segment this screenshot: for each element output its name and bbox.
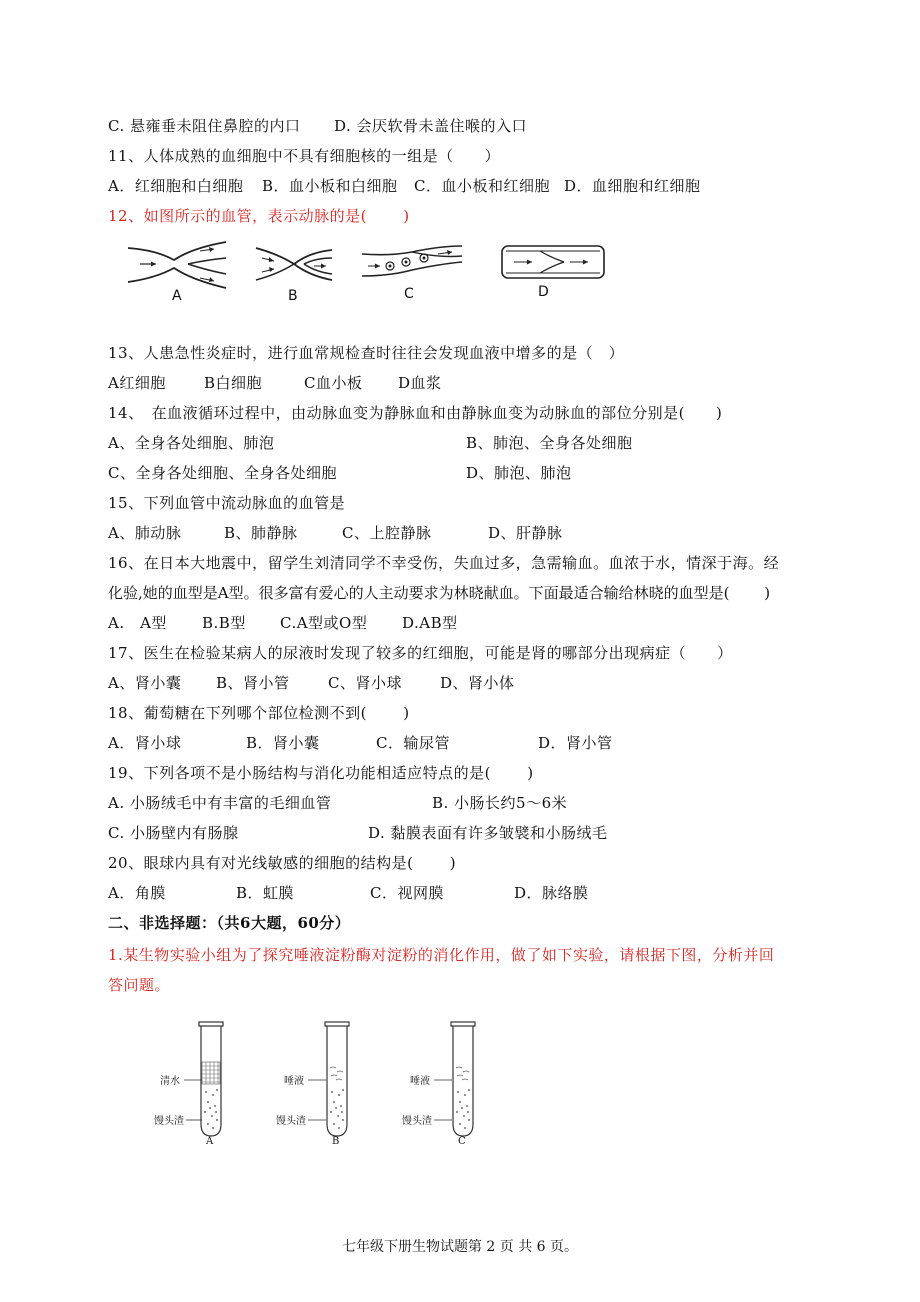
q16-option-d: D.AB型 bbox=[402, 614, 458, 632]
q13-option-c: C血小板 bbox=[304, 374, 363, 392]
q16-stem-line1: 16、在日本大地震中，留学生刘清同学不幸受伤，失血过多，急需输血。血浓于水，情深于海。经 bbox=[108, 554, 780, 572]
q18-option-d: D．肾小管 bbox=[538, 734, 613, 752]
tube-b-bread-leader bbox=[308, 1119, 326, 1121]
tube-a-label-bread: 馒头渣 bbox=[154, 1116, 184, 1127]
tube-c-letter: C bbox=[458, 1136, 466, 1147]
section2-q1-line2: 答问题。 bbox=[108, 976, 171, 994]
q16-option-a: A. A型 bbox=[108, 614, 167, 632]
q18-option-b: B．肾小囊 bbox=[246, 734, 320, 752]
q20-option-c: C．视网膜 bbox=[370, 884, 444, 902]
q11-option-a: A．红细胞和白细胞 bbox=[108, 177, 244, 195]
q19-option-b: B. 小肠长约5～6米 bbox=[432, 794, 568, 812]
q14-option-c: C、全身各处细胞、全身各处细胞 bbox=[108, 464, 337, 482]
tube-b-label-saliva: 唾液 bbox=[284, 1076, 304, 1087]
q16-stem-line2: 化验,她的血型是A型。很多富有爱心的人主动要求为林晓献血。下面最适合输给林晓的血型是( ) bbox=[108, 584, 771, 602]
q17-stem: 17、医生在检验某病人的尿液时发现了较多的红细胞，可能是肾的哪部分出现病症（ ） bbox=[108, 644, 733, 662]
vessel-label-a: A bbox=[172, 288, 182, 304]
q18-option-c: C．输尿管 bbox=[376, 734, 450, 752]
test-tube-c bbox=[448, 1020, 478, 1138]
vessel-figure-a bbox=[126, 238, 230, 290]
tube-c-label-bread: 馒头渣 bbox=[402, 1116, 432, 1127]
tube-a-water-leader bbox=[184, 1079, 202, 1081]
q11-option-c: C．血小板和红细胞 bbox=[414, 177, 550, 195]
page-footer: 七年级下册生物试题第 2 页 共 6 页。 bbox=[341, 1239, 579, 1255]
q15-stem: 15、下列血管中流动脉血的血管是 bbox=[108, 494, 346, 512]
q14-option-a: A、全身各处细胞、肺泡 bbox=[108, 434, 275, 452]
q20-stem: 20、眼球内具有对光线敏感的细胞的结构是( ) bbox=[108, 854, 457, 872]
q17-option-b: B、肾小管 bbox=[216, 674, 290, 692]
q19-option-a: A. 小肠绒毛中有丰富的毛细血管 bbox=[108, 794, 332, 812]
q20-option-b: B．虹膜 bbox=[236, 884, 295, 902]
q14-option-d: D、肺泡、肺泡 bbox=[466, 464, 572, 482]
q15-option-c: C、上腔静脉 bbox=[342, 524, 432, 542]
tube-a-bread-leader bbox=[186, 1119, 202, 1121]
q20-option-d: D．脉络膜 bbox=[514, 884, 589, 902]
q17-option-a: A、肾小囊 bbox=[108, 674, 182, 692]
vessel-figure-c bbox=[360, 242, 464, 282]
q15-option-b: B、肺静脉 bbox=[224, 524, 298, 542]
q15-option-d: D、肝静脉 bbox=[488, 524, 563, 542]
q17-option-c: C、肾小球 bbox=[328, 674, 402, 692]
tube-c-label-saliva: 唾液 bbox=[410, 1076, 430, 1087]
vessel-label-b: B bbox=[288, 288, 298, 304]
q17-option-d: D、肾小体 bbox=[440, 674, 515, 692]
q10-option-d: D. 会厌软骨未盖住喉的入口 bbox=[334, 117, 528, 135]
q19-stem: 19、下列各项不是小肠结构与消化功能相适应特点的是( ) bbox=[108, 764, 534, 782]
q16-option-b: B.B型 bbox=[202, 614, 246, 632]
q14-stem: 14、 在血液循环过程中，由动脉血变为静脉血和由静脉血变为动脉血的部位分别是( ) bbox=[108, 404, 723, 422]
q20-option-a: A．角膜 bbox=[108, 884, 166, 902]
tube-a-letter: A bbox=[206, 1136, 214, 1147]
q13-stem: 13、人患急性炎症时，进行血常规检查时往往会发现血液中增多的是（ ） bbox=[108, 344, 625, 362]
q10-option-c: C. 悬雍垂未阻住鼻腔的内口 bbox=[108, 117, 301, 135]
q13-option-b: B白细胞 bbox=[204, 374, 263, 392]
q11-option-b: B．血小板和白细胞 bbox=[262, 177, 398, 195]
q13-option-a: A红细胞 bbox=[108, 374, 166, 392]
q11-option-d: D．血细胞和红细胞 bbox=[564, 177, 701, 195]
q12-stem: 12、如图所示的血管，表示动脉的是( ) bbox=[108, 207, 410, 225]
q16-option-c: C.A型或O型 bbox=[280, 614, 368, 632]
tube-b-label-bread: 馒头渣 bbox=[276, 1116, 306, 1127]
vessel-figure-b bbox=[254, 244, 334, 284]
vessel-figure-d bbox=[500, 244, 608, 280]
tube-b-letter: B bbox=[332, 1136, 340, 1147]
q15-option-a: A、肺动脉 bbox=[108, 524, 182, 542]
q19-option-d: D. 黏膜表面有许多皱襞和小肠绒毛 bbox=[368, 824, 608, 842]
q18-stem: 18、葡萄糖在下列哪个部位检测不到( ) bbox=[108, 704, 410, 722]
section2-heading: 二、非选择题：（共6大题，60分） bbox=[108, 914, 351, 932]
section2-q1-line1: 1.某生物实验小组为了探究唾液淀粉酶对淀粉的消化作用，做了如下实验，请根据下图，分析并回 bbox=[108, 946, 775, 964]
tube-b-saliva-leader bbox=[308, 1079, 326, 1081]
tube-c-saliva-leader bbox=[434, 1079, 452, 1081]
q14-option-b: B、肺泡、全身各处细胞 bbox=[466, 434, 633, 452]
q18-option-a: A．肾小球 bbox=[108, 734, 182, 752]
vessel-label-c: C bbox=[404, 286, 414, 302]
q19-option-c: C. 小肠壁内有肠腺 bbox=[108, 824, 239, 842]
tube-a-label-water: 清水 bbox=[160, 1076, 180, 1087]
test-tube-b bbox=[322, 1020, 352, 1138]
tube-c-bread-leader bbox=[434, 1119, 452, 1121]
q13-option-d: D血浆 bbox=[398, 374, 442, 392]
q11-stem: 11、人体成熟的血细胞中不具有细胞核的一组是（ ） bbox=[108, 147, 501, 165]
vessel-label-d: D bbox=[538, 284, 549, 300]
